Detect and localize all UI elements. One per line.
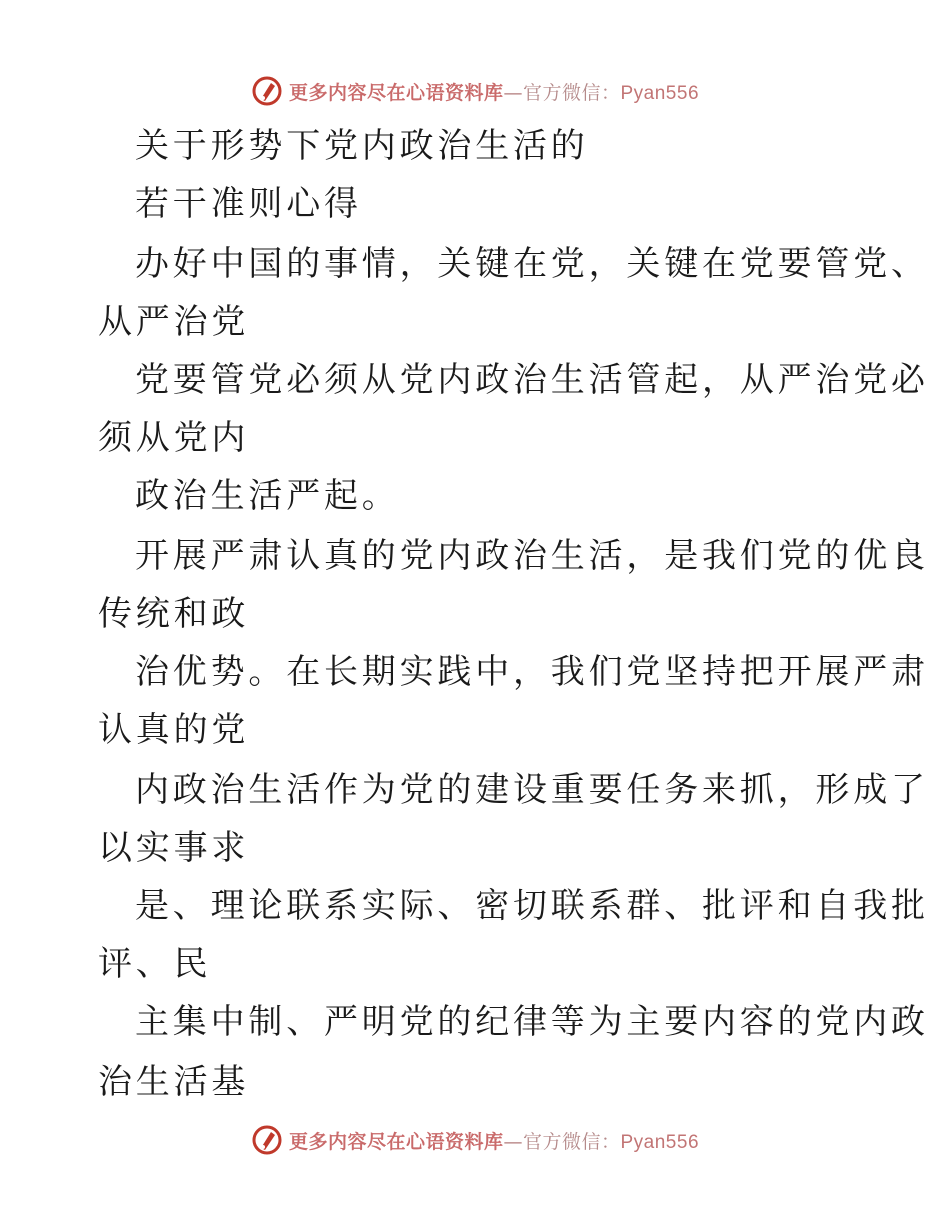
paragraph-line: 党要管党必须从党内政治生活管起，从严治党必 [135, 360, 929, 400]
paragraph-line: 是、理论联系实际、密切联系群、批评和自我批 [135, 886, 929, 926]
paragraph-line: 以实事求 [98, 828, 250, 868]
paragraph-line: 开展严肃认真的党内政治生活，是我们党的优良 [135, 536, 929, 576]
document-title-line-2: 若干准则心得 [135, 184, 362, 224]
paragraph-line: 从严治党 [98, 302, 250, 342]
paragraph-line: 评、民 [98, 944, 212, 984]
paragraph-line: 认真的党 [98, 710, 250, 750]
paragraph-line: 主集中制、严明党的纪律等为主要内容的党内政 [135, 1002, 929, 1042]
pen-nib-logo-icon [251, 75, 283, 107]
paragraph-line: 传统和政 [98, 594, 250, 634]
paragraph-line: 治生活基 [98, 1062, 250, 1102]
header-banner [0, 71, 950, 111]
document-title-line-1: 关于形势下党内政治生活的 [135, 126, 589, 166]
footer-banner [0, 1120, 950, 1160]
paragraph-line: 办好中国的事情，关键在党，关键在党要管党、 [135, 244, 929, 284]
paragraph-line: 内政治生活作为党的建设重要任务来抓，形成了 [135, 770, 929, 810]
banner-text: 更多内容尽在心语资料库—官方微信：Pyan556 [288, 1130, 700, 1153]
pen-nib-logo-icon [251, 1124, 283, 1156]
banner-text: 更多内容尽在心语资料库—官方微信：Pyan556 [288, 81, 700, 104]
paragraph-line: 政治生活严起。 [135, 476, 400, 516]
paragraph-line: 须从党内 [98, 418, 250, 458]
paragraph-line: 治优势。在长期实践中，我们党坚持把开展严肃 [135, 652, 929, 692]
